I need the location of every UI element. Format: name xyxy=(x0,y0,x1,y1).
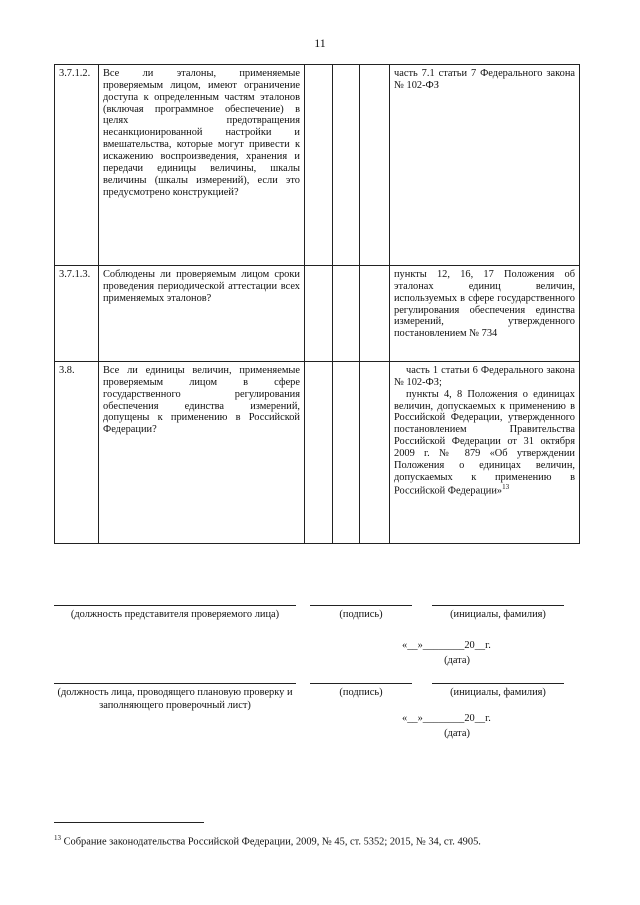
answer-cell[interactable] xyxy=(333,65,360,266)
item-number: 3.7.1.3. xyxy=(55,266,99,362)
table-row xyxy=(55,266,580,362)
signature-caption: (подпись) xyxy=(339,609,383,620)
question-text: Соблюдены ли проверяемым лицом сроки проведения периодической аттестации всех применяемых эталонов? xyxy=(99,266,305,362)
reference-text xyxy=(394,389,575,497)
item-number: 3.7.1.2. xyxy=(55,65,99,266)
name-line[interactable] xyxy=(432,683,564,684)
position-caption: (должность лица, проводящего плановую проверку и заполняющего проверочный лист) xyxy=(57,687,293,711)
footnote-text: Собрание законодательства Российской Федерации, 2009, № 45, ст. 5352; 2015, № 34, ст. 4905. xyxy=(61,836,481,848)
table-row xyxy=(55,65,580,266)
date-caption: (дата) xyxy=(444,655,470,666)
footnote xyxy=(54,834,594,847)
name-caption: (инициалы, фамилия) xyxy=(450,609,546,620)
answer-cell[interactable] xyxy=(360,266,390,362)
answer-cell[interactable] xyxy=(360,65,390,266)
signature-caption: (подпись) xyxy=(339,687,383,698)
answer-cell[interactable] xyxy=(333,362,360,544)
legal-reference xyxy=(390,362,580,544)
reference-text-body: пункты 4, 8 Положения о единицах величин, допускаемых к применению в Российской Федерации, утвержденного постановлением Правительства Российской Федерации от 31 октября 2009 г. № 879 «Об утверждении Положения о единицах величин, допускаемых к применению в Российской Федерации» xyxy=(394,388,575,497)
question-text: Все ли эталоны, применяемые проверяемым лицом, имеют ограничение доступа к определенным частям эталонов (включая программное обеспечение) в целях предотвращения несанкционированной настройки и вмешательства, которые могут привести к искажению воспроизведения, хранения и передачи единицы величины, шкалы величины (шкалы измерений), если это предусмотрено конструкцией? xyxy=(99,65,305,266)
date-caption: (дата) xyxy=(444,728,470,739)
answer-cell[interactable] xyxy=(333,266,360,362)
position-caption: (должность представителя проверяемого лица) xyxy=(70,609,280,620)
date-field[interactable]: «__»________20__г. xyxy=(402,640,491,651)
footnote-marker: 13 xyxy=(54,834,61,842)
question-text: Все ли единицы величин, применяемые проверяемым лицом в сфере государственного регулирования обеспечения единства измерений, допущены к применению в Российской Федерации? xyxy=(99,362,305,544)
answer-cell[interactable] xyxy=(305,65,333,266)
legal-reference xyxy=(390,65,580,266)
checklist-table xyxy=(54,64,580,544)
answer-cell[interactable] xyxy=(305,266,333,362)
footnote-marker: 13 xyxy=(502,482,510,491)
signature-line[interactable] xyxy=(310,683,412,684)
signature-line[interactable] xyxy=(310,605,412,606)
table-row xyxy=(55,362,580,544)
date-field[interactable]: «__»________20__г. xyxy=(402,713,491,724)
item-number: 3.8. xyxy=(55,362,99,544)
page-number: 11 xyxy=(314,36,326,50)
name-caption: (инициалы, фамилия) xyxy=(450,687,546,698)
reference-text: часть 7.1 статьи 7 Федерального закона № 102-ФЗ xyxy=(394,68,575,91)
footnote-separator xyxy=(54,822,204,823)
answer-cell[interactable] xyxy=(360,362,390,544)
answer-cell[interactable] xyxy=(305,362,333,544)
position-line[interactable] xyxy=(54,683,296,684)
position-line[interactable] xyxy=(54,605,296,606)
reference-text: часть 1 статьи 6 Федерального закона № 102-ФЗ; xyxy=(394,365,575,388)
reference-text: пункты 12, 16, 17 Положения об эталонах единиц величин, используемых в сфере государственного регулирования обеспечения единства измерений, утвержденного постановлением № 734 xyxy=(394,269,575,340)
name-line[interactable] xyxy=(432,605,564,606)
legal-reference xyxy=(390,266,580,362)
